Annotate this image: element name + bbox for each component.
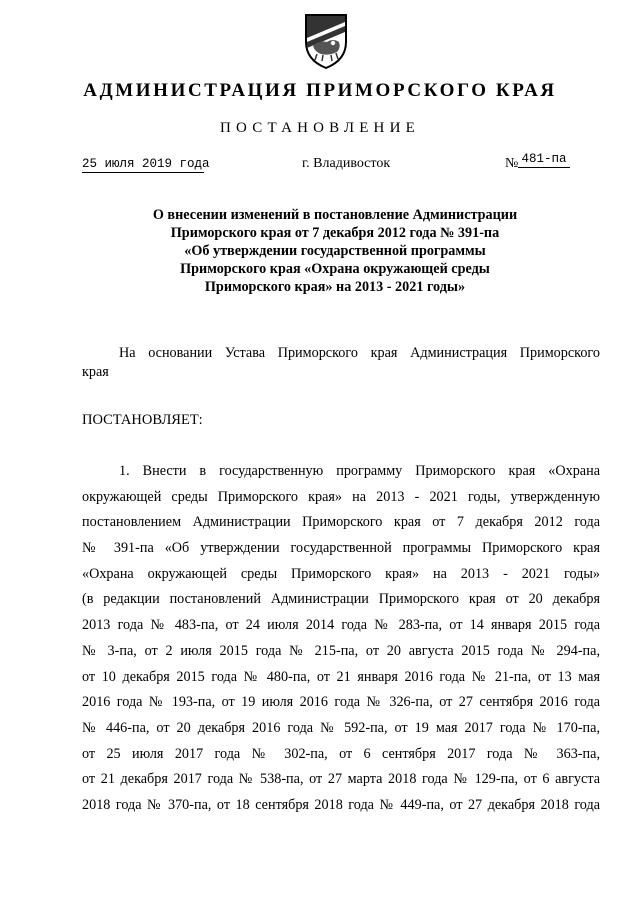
document-number: 481-па (518, 152, 570, 168)
paragraph-line: № 446-па, от 20 декабря 2016 года № 592-па, от 19 мая 2017 года № 170-па, (82, 719, 600, 736)
paragraph-line: 2018 года № 370-па, от 18 сентября 2018 года № 449-па, от 27 декабря 2018 года (82, 796, 600, 813)
subject-line: Приморского края «Охрана окружающей среды (180, 261, 490, 277)
paragraph-line: от 25 июля 2017 года № 302-па, от 6 сентября 2017 года № 363-па, (82, 745, 600, 762)
paragraph-line: от 10 декабря 2015 года № 480-па, от 21 января 2016 года № 21-па, от 13 мая (82, 668, 600, 685)
paragraph-line: № 391-па «Об утверждении государственной программы Приморского края (82, 540, 600, 557)
subject-line: Приморского края» на 2013 - 2021 годы» (204, 279, 466, 295)
paragraph-line: 2013 года № 483-па, от 24 июля 2014 года № 283-па, от 14 января 2015 года (82, 617, 600, 634)
document-date: 25 июля 2019 года (82, 157, 210, 171)
subject-line: О внесении изменений в постановление Администрации (152, 207, 518, 223)
subject-line: Приморского края от 7 декабря 2012 года № 391-па (170, 225, 500, 241)
document-city: г. Владивосток (302, 156, 391, 171)
paragraph-line: окружающей среды Приморского края» на 2013 - 2021 годы, утвержденную (82, 488, 600, 505)
paragraph-line: постановлением Администрации Приморского края от 7 декабря 2012 года (82, 514, 600, 531)
paragraph-line: «Охрана окружающей среды Приморского края» на 2013 - 2021 годы» (82, 565, 600, 582)
document-number-label: № (505, 156, 519, 171)
paragraph-line: № 3-па, от 2 июля 2015 года № 215-па, от 20 августа 2015 года № 294-па, (82, 642, 600, 659)
paragraph-line: 1. Внести в государственную программу Приморского края «Охрана (119, 463, 600, 479)
paragraph-line: от 21 декабря 2017 года № 538-па, от 27 марта 2018 года № 129-па, от 6 августа (82, 771, 600, 788)
basis-paragraph (82, 344, 600, 382)
paragraph-line: края (82, 364, 109, 380)
subject-line: «Об утверждении государственной программы (184, 243, 486, 259)
paragraph-line: (в редакции постановлений Администрации Приморского края от 20 декабря (82, 591, 600, 608)
decree-heading: ПОСТАНОВЛЯЕТ: (82, 412, 203, 428)
point-1-paragraph (82, 459, 600, 819)
document-subject (100, 206, 570, 296)
paragraph-line: 2016 года № 193-па, от 19 июля 2016 года № 326-па, от 27 сентября 2016 года (82, 694, 600, 711)
document-type: ПОСТАНОВЛЕНИЕ (220, 120, 420, 136)
paragraph-line: На основании Устава Приморского края Администрация Приморского (119, 345, 600, 361)
primorsky-emblem-icon (303, 12, 349, 70)
organization-title: АДМИНИСТРАЦИЯ ПРИМОРСКОГО КРАЯ (83, 80, 557, 101)
